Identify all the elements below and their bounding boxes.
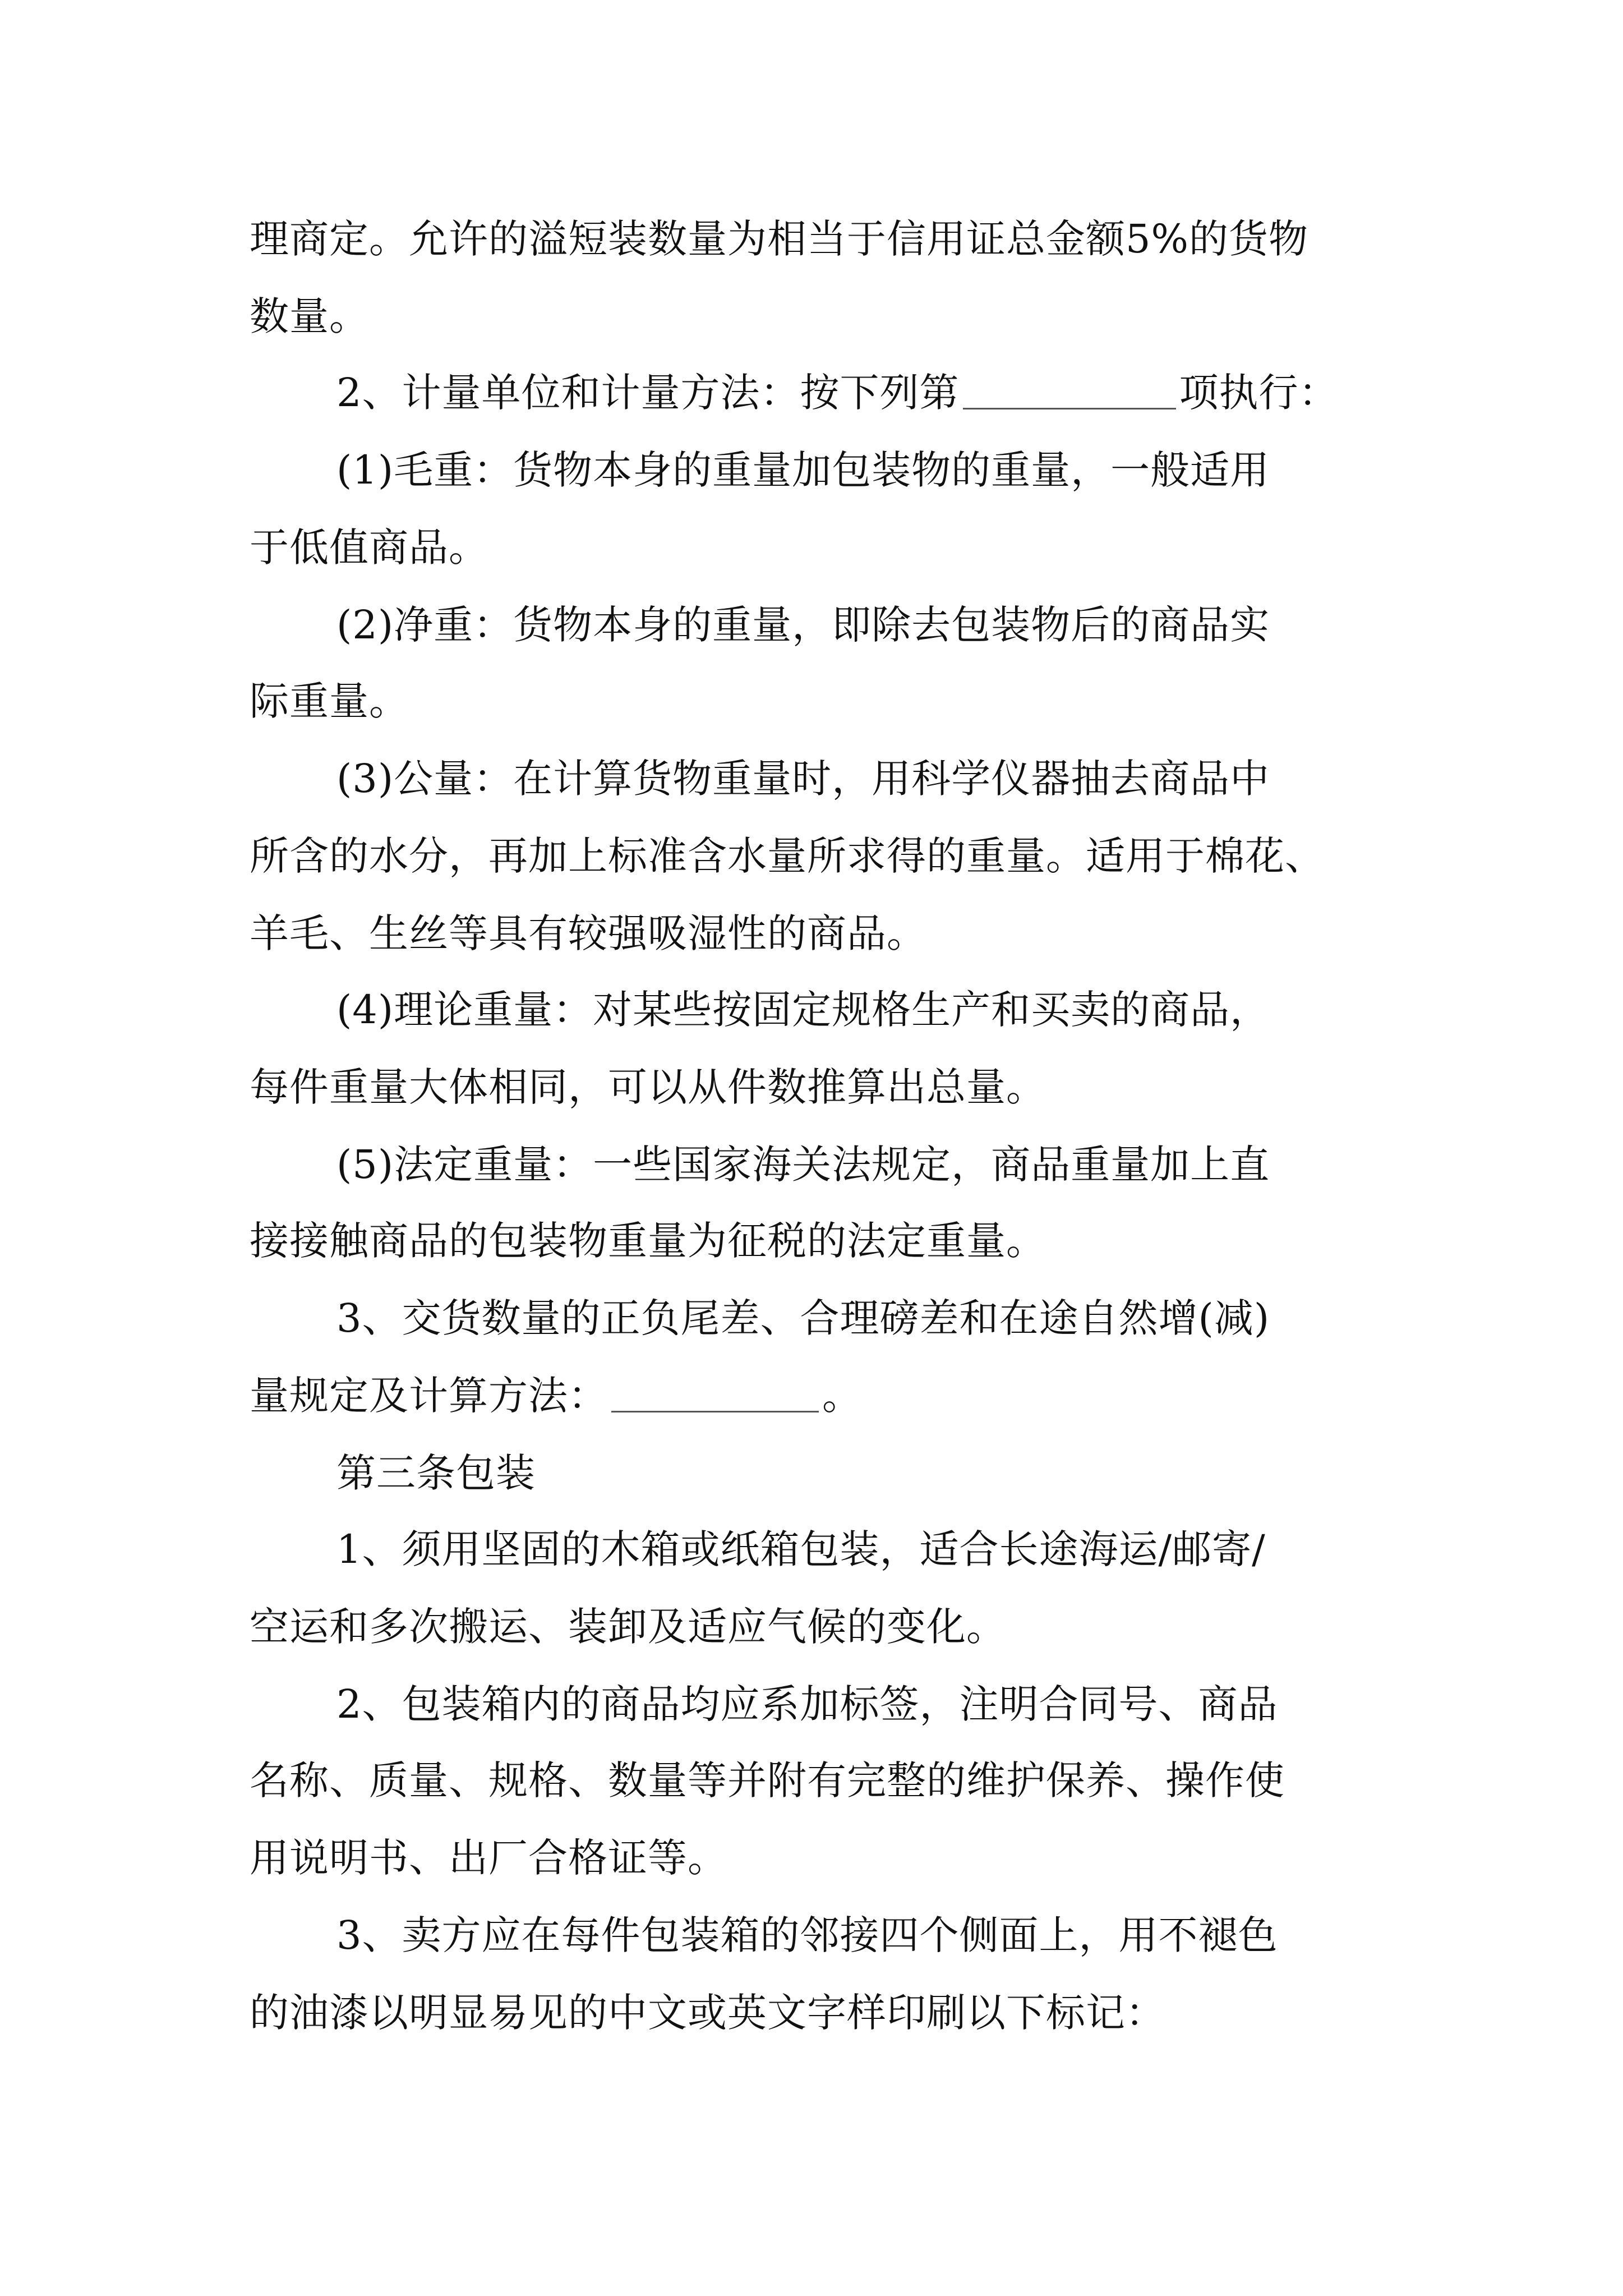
fill-in-blank: [963, 406, 1176, 409]
text-line: 2、包装箱内的商品均应系加标签，注明合同号、商品: [336, 1681, 1278, 1727]
text-line: 1、须用坚固的木箱或纸箱包装，适合长途海运/邮寄/: [336, 1526, 1266, 1572]
text-line: (4)理论重量：对某些按固定规格生产和买卖的商品，: [336, 987, 1270, 1033]
text-line: 际重量。: [250, 678, 409, 724]
text-line: 所含的水分，再加上标准含水量所求得的重量。适用于棉花、: [250, 833, 1325, 879]
text-line: 3、交货数量的正负尾差、合理磅差和在途自然增(减): [336, 1295, 1270, 1341]
text-line: (1)毛重：货物本身的重量加包装物的重量，一般适用: [336, 447, 1270, 493]
text-line: (2)净重：货物本身的重量，即除去包装物后的商品实: [336, 602, 1270, 648]
text-line: (3)公量：在计算货物重量时，用科学仪器抽去商品中: [336, 756, 1270, 802]
text-line: 名称、质量、规格、数量等并附有完整的维护保养、操作使: [250, 1757, 1285, 1803]
text-line: 数量。: [250, 293, 369, 339]
text-line-measurement-method: [336, 366, 1402, 420]
text-line: 用说明书、出厂合格证等。: [250, 1835, 727, 1881]
text-line: 的油漆以明显易见的中文或英文字样印刷以下标记：: [250, 1990, 1165, 2036]
text-line: 接接触商品的包装物重量为征税的法定重量。: [250, 1218, 1046, 1264]
text-line: 理商定。允许的溢短装数量为相当于信用证总金额5%的货物: [250, 216, 1309, 262]
section-heading: 第三条包装: [336, 1450, 536, 1496]
text-line: 羊毛、生丝等具有较强吸湿性的商品。: [250, 910, 926, 956]
text-line: 于低值商品。: [250, 524, 488, 570]
text-line: 空运和多次搬运、装卸及适应气候的变化。: [250, 1604, 1006, 1650]
text-line: 3、卖方应在每件包装箱的邻接四个侧面上，用不褪色: [336, 1912, 1278, 1958]
text-segment: 。: [822, 1373, 862, 1419]
text-segment: 量规定及计算方法：: [250, 1373, 608, 1419]
text-line-calculation-method: [250, 1369, 1399, 1423]
text-line: 每件重量大体相同，可以从件数推算出总量。: [250, 1064, 1046, 1110]
fill-in-blank: [611, 1409, 819, 1412]
text-line: (5)法定重量：一些国家海关法规定，商品重量加上直: [336, 1142, 1270, 1188]
text-segment: 项执行：: [1179, 370, 1339, 416]
text-segment: 2、计量单位和计量方法：按下列第: [336, 370, 960, 416]
